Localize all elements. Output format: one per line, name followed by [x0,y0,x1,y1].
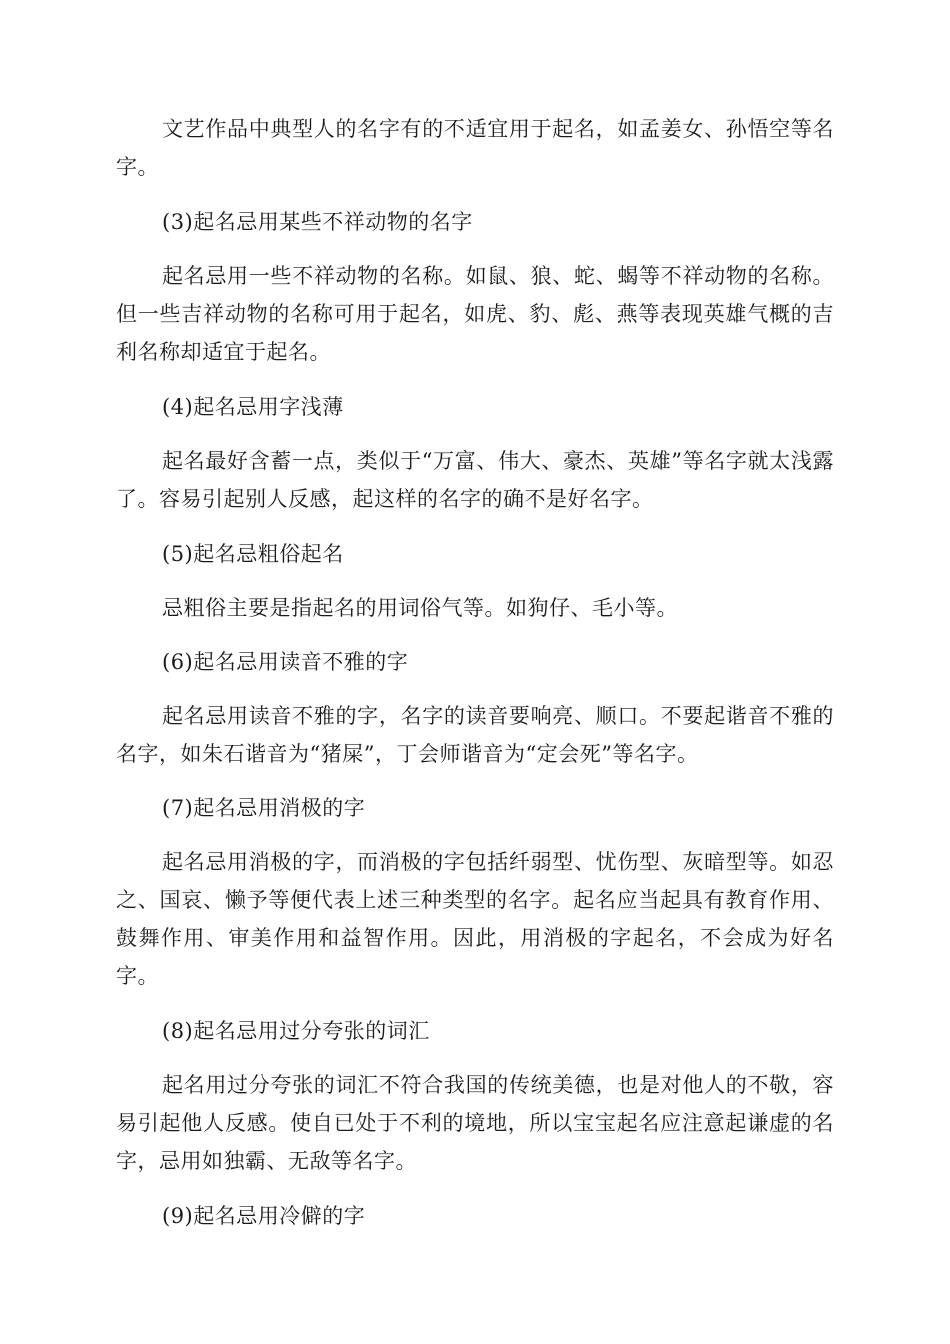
paragraph-body: 起名忌用一些不祥动物的名称。如鼠、狼、蛇、蝎等不祥动物的名称。但一些吉祥动物的名称可用于起名，如虎、豹、彪、燕等表现英雄气概的吉利名称却适宜于起名。 [116,264,834,364]
section-heading: (8)起名忌用过分夸张的词汇 [162,1019,430,1043]
section-heading: (4)起名忌用字浅薄 [162,395,344,419]
paragraph-body: 起名忌用消极的字，而消极的字包括纤弱型、忧伤型、灰暗型等。如忍之、国哀、懒予等便代表上述三种类型的名字。起名应当起具有教育作用、鼓舞作用、审美作用和益智作用。因此，用消极的字起名，不会成为好名字。 [116,850,834,988]
section-heading: (3)起名忌用某些不祥动物的名字 [162,210,473,234]
section-heading: (5)起名忌粗俗起名 [162,542,344,566]
paragraph-body: 起名忌用读音不雅的字，名字的读音要响亮、顺口。不要起谐音不雅的名字，如朱石谐音为“猪屎”，丁会师谐音为“定会死”等名字。 [116,704,834,766]
paragraph-body: 文艺作品中典型人的名字有的不适宜用于起名，如孟姜女、孙悟空等名字。 [116,117,834,179]
paragraph-body: 忌粗俗主要是指起名的用词俗气等。如狗仔、毛小等。 [162,596,678,620]
section-heading: (6)起名忌用读音不雅的字 [162,650,409,674]
paragraph-body: 起名用过分夸张的词汇不符合我国的传统美德，也是对他人的不敬，容易引起他人反感。使自已处于不利的境地，所以宝宝起名应注意起谦虚的名字，忌用如独霸、无敌等名字。 [116,1073,834,1173]
paragraph-body: 起名最好含蓄一点，类似于“万富、伟大、豪杰、英雄”等名字就太浅露了。容易引起别人反感，起这样的名字的确不是好名字。 [116,449,834,511]
section-heading: (9)起名忌用冷僻的字 [162,1204,366,1228]
section-heading: (7)起名忌用消极的字 [162,796,366,820]
